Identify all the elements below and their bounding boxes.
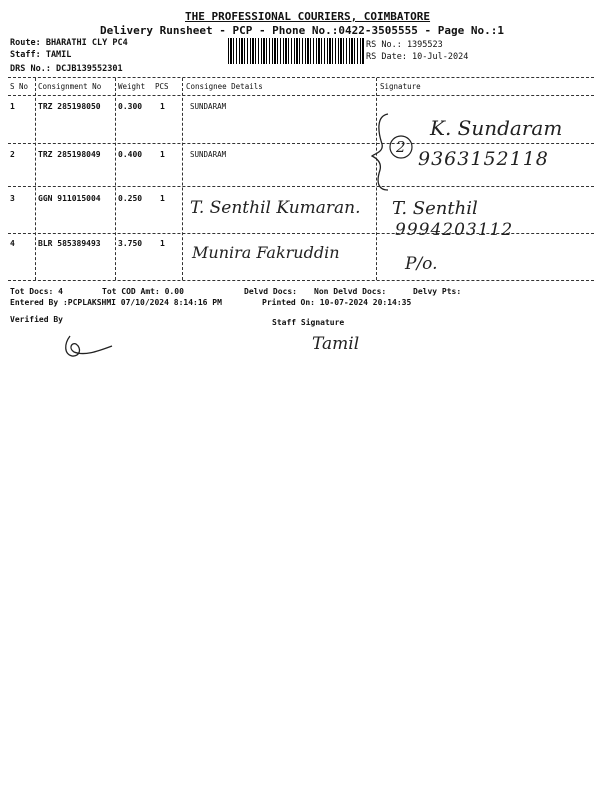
pcs: 1 bbox=[160, 150, 165, 159]
rs-date-label: RS Date: 10-Jul-2024 bbox=[366, 52, 469, 62]
col-divider bbox=[35, 78, 36, 280]
row4-consignee-hand: Munira Fakruddin bbox=[192, 243, 340, 262]
weight: 3.750 bbox=[118, 239, 143, 248]
delvd-docs: Delvd Docs: bbox=[244, 287, 297, 296]
row2-phone: 9363152118 bbox=[418, 148, 549, 170]
delvy-pts: Delvy Pts: bbox=[413, 287, 462, 296]
row1-signature: K. Sundaram bbox=[430, 116, 563, 140]
verifier-signature bbox=[60, 330, 120, 362]
consignment-no: BLR 585389493 bbox=[38, 239, 101, 248]
weight: 0.300 bbox=[118, 102, 143, 111]
col-header-pcs: PCS bbox=[155, 82, 169, 91]
table-row: 4 bbox=[10, 239, 15, 248]
table-row: 1 bbox=[10, 102, 15, 111]
table-bottom-line bbox=[8, 280, 594, 281]
table-header-line bbox=[8, 95, 594, 96]
drs-label: DRS No.: DCJB139552301 bbox=[10, 64, 123, 74]
runsheet-subtitle: Delivery Runsheet - PCP - Phone No.:0422-3505555 - Page No.:1 bbox=[100, 24, 504, 37]
staff-signature-label: Staff Signature bbox=[272, 318, 345, 327]
row4-signature: P/o. bbox=[405, 254, 438, 274]
col-header-consignee: Consignee Details bbox=[186, 82, 263, 91]
consignment-no: TRZ 285198049 bbox=[38, 150, 101, 159]
entered-by: Entered By :PCPLAKSHMI 07/10/2024 8:14:16 PM bbox=[10, 298, 222, 307]
tot-docs: Tot Docs: 4 bbox=[10, 287, 63, 296]
table-row: 3 bbox=[10, 194, 15, 203]
consignment-no: TRZ 285198050 bbox=[38, 102, 101, 111]
consignment-no: GGN 911015004 bbox=[38, 194, 101, 203]
company-title: THE PROFESSIONAL COURIERS, COIMBATORE bbox=[185, 10, 431, 23]
consignee-name: SUNDARAM bbox=[190, 102, 227, 111]
barcode bbox=[228, 38, 364, 64]
weight: 0.400 bbox=[118, 150, 143, 159]
row3-signature: T. Senthil bbox=[392, 198, 478, 219]
row-divider bbox=[8, 143, 594, 144]
col-divider bbox=[182, 78, 183, 280]
col-header-sno: S No bbox=[10, 82, 29, 91]
row3-phone: 9994203112 bbox=[395, 220, 514, 240]
non-delvd-docs: Non Delvd Docs: bbox=[314, 287, 387, 296]
tot-cod-amt: Tot COD Amt: 0.00 bbox=[102, 287, 184, 296]
staff-label: Staff: TAMIL bbox=[10, 50, 72, 60]
pcs: 1 bbox=[160, 194, 165, 203]
row3-consignee-hand: T. Senthil Kumaran. bbox=[190, 198, 361, 218]
verified-by-label: Verified By bbox=[10, 315, 63, 324]
consignee-name: SUNDARAM bbox=[190, 150, 227, 159]
col-header-consignment: Consignment No bbox=[38, 82, 102, 91]
route-label: Route: BHARATHI CLY PC4 bbox=[10, 38, 128, 48]
row-divider bbox=[8, 186, 594, 187]
pcs: 1 bbox=[160, 239, 165, 248]
pcs: 1 bbox=[160, 102, 165, 111]
printed-on: Printed On: 10-07-2024 20:14:35 bbox=[262, 298, 412, 307]
row12-count: 2 bbox=[396, 138, 406, 156]
rs-no-label: RS No.: 1395523 bbox=[366, 40, 443, 50]
staff-signature: Tamil bbox=[312, 334, 360, 354]
col-header-weight: Weight bbox=[118, 82, 146, 91]
weight: 0.250 bbox=[118, 194, 143, 203]
col-header-signature: Signature bbox=[380, 82, 421, 91]
table-row: 2 bbox=[10, 150, 15, 159]
col-divider bbox=[115, 78, 116, 280]
table-top-line bbox=[8, 77, 594, 78]
